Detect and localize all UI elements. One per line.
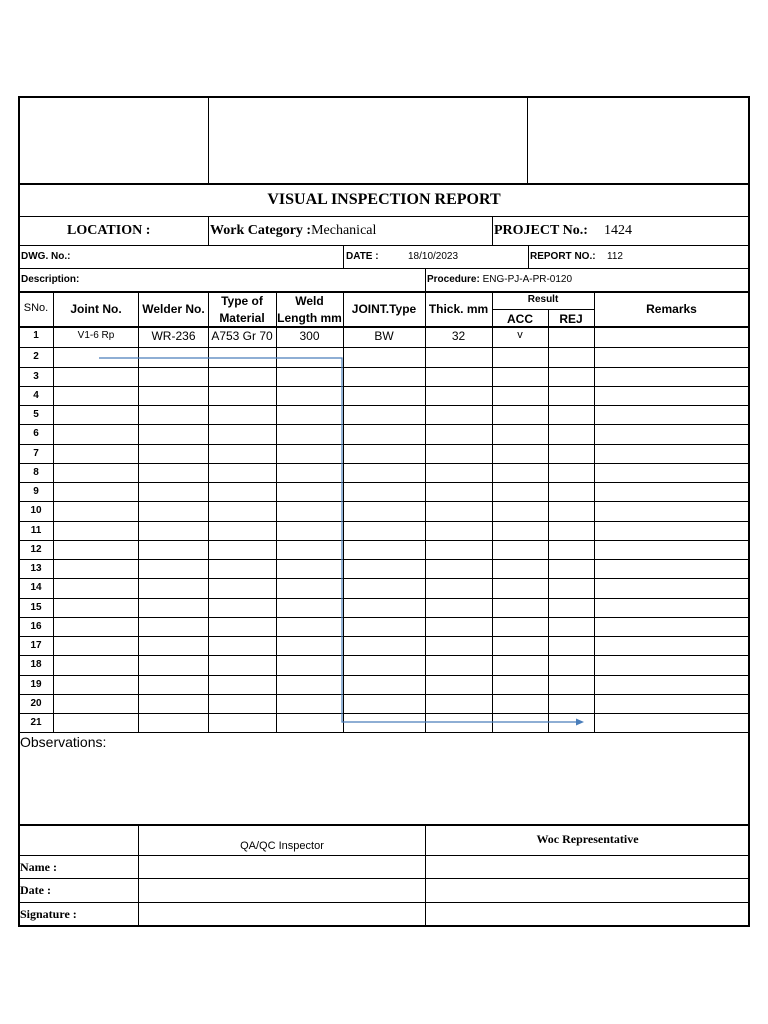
header-weld-2: Length mm — [277, 311, 342, 325]
procedure-value: ENG-PJ-A-PR-0120 — [482, 274, 573, 285]
header-sno: SNo. — [23, 302, 49, 314]
signature-label: Signature : — [20, 907, 77, 921]
row1-sno: 1 — [33, 330, 39, 341]
row-number: 9 — [33, 486, 39, 497]
date-value: 18/10/2023 — [408, 251, 459, 262]
work-category-value: Mechanical — [311, 223, 377, 238]
location-label: LOCATION : — [67, 223, 151, 238]
header-thick: Thick. mm — [428, 302, 489, 316]
dwg-label: DWG. No.: — [21, 251, 71, 262]
row1-joint-type: BW — [374, 329, 394, 343]
row-number: 17 — [30, 640, 42, 651]
row-number: 16 — [30, 621, 42, 632]
row1-thick: 32 — [451, 329, 466, 343]
row-number: 4 — [33, 390, 39, 401]
row-number: 8 — [33, 467, 39, 478]
row1-acc: v — [517, 329, 523, 341]
row-number: 5 — [33, 409, 39, 420]
header-joint-type: JOINT.Type — [351, 302, 417, 316]
date-label: DATE : — [346, 251, 379, 262]
row-number: 18 — [30, 659, 42, 670]
name-label: Name : — [20, 860, 57, 874]
header-remarks: Remarks — [646, 302, 697, 316]
row1-material: A753 Gr 70 — [211, 329, 273, 343]
signoff-line-3 — [19, 902, 749, 903]
report-no-value: 112 — [607, 251, 623, 262]
row-number: 13 — [30, 563, 42, 574]
observations-bottom-line — [19, 824, 749, 826]
report-title: VISUAL INSPECTION REPORT — [267, 191, 501, 208]
report-no-label: REPORT NO.: — [530, 251, 596, 262]
description-label: Description: — [21, 274, 80, 285]
connector-arrow-line — [99, 358, 578, 722]
project-value: 1424 — [604, 223, 632, 238]
row-number: 19 — [30, 679, 42, 690]
row-number: 3 — [33, 371, 39, 382]
row1-weld-length: 300 — [299, 329, 320, 343]
row-number: 2 — [33, 351, 39, 362]
row1-joint-no: V1-6 Rp — [77, 330, 115, 341]
row-number: 7 — [33, 448, 39, 459]
row-number: 14 — [30, 582, 42, 593]
qa-inspector-label: QA/QC Inspector — [240, 840, 324, 852]
project-label: PROJECT No.: — [494, 223, 588, 238]
row-number: 20 — [30, 698, 42, 709]
row-number: 21 — [30, 717, 42, 728]
procedure-label: Procedure: — [427, 274, 480, 285]
row-number: 12 — [30, 544, 42, 555]
row1-welder-no: WR-236 — [151, 329, 196, 343]
header-rej: REJ — [559, 312, 583, 326]
header-material-1: Type of — [221, 294, 263, 308]
header-welder-no: Welder No. — [142, 302, 205, 316]
connector-arrowhead — [576, 719, 584, 726]
work-category-label: Work Category : — [210, 223, 312, 238]
observations-label: Observations: — [20, 734, 107, 750]
row-number: 10 — [30, 505, 42, 516]
signoff-date-label: Date : — [20, 883, 51, 897]
header-material-2: Material — [219, 311, 265, 325]
row-number: 15 — [30, 602, 42, 613]
header-result: Result — [527, 294, 559, 305]
signoff-line-1 — [19, 855, 749, 856]
row-number: 6 — [33, 428, 39, 439]
header-acc: ACC — [507, 312, 533, 326]
header-joint-no: Joint No. — [70, 302, 122, 316]
header-weld-1: Weld — [295, 294, 324, 308]
woc-representative-label: Woc Representative — [536, 832, 639, 846]
row-number: 11 — [30, 525, 42, 536]
signoff-line-2 — [19, 878, 749, 879]
